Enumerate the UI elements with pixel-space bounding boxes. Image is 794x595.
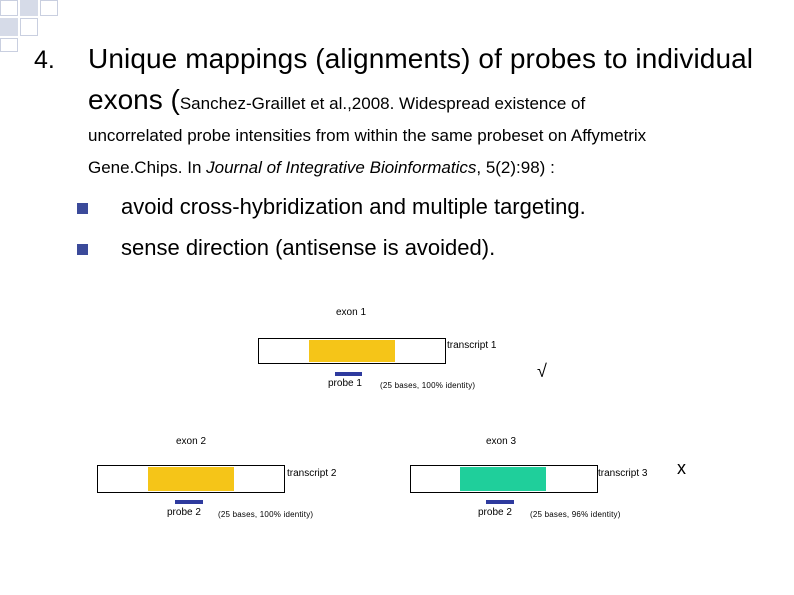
citation-journal-line [88, 158, 555, 178]
corner-square [0, 18, 18, 36]
exon-3-label: exon 3 [486, 436, 517, 447]
probe-2-bar [175, 500, 203, 504]
bullet-text-1: avoid cross-hybridization and multiple targeting. [121, 194, 586, 219]
probe-2-note-alt: (25 bases, 96% identity) [530, 510, 621, 519]
title-line-2-large: exons ( [88, 84, 180, 115]
transcript-3-label: transcript 3 [598, 468, 648, 479]
probe-1-bar [335, 372, 362, 376]
title-line-2 [88, 84, 585, 116]
corner-square [20, 18, 38, 36]
title-line-1: Unique mappings (alignments) of probes to individual [88, 43, 754, 74]
bullet-text-2: sense direction (antisense is avoided). [121, 235, 496, 260]
bullet-icon [77, 203, 88, 214]
exon-1-segment [309, 340, 395, 362]
check-mark: √ [537, 361, 547, 381]
transcript-2-label: transcript 2 [287, 468, 337, 479]
corner-square [0, 38, 18, 52]
transcript-3-box [410, 465, 598, 493]
probe-1-note: (25 bases, 100% identity) [380, 381, 476, 390]
citation-suffix: , 5(2):98) : [476, 158, 555, 177]
citation-start: Sanchez-Graillet et al.,2008. Widespread existence of [179, 94, 586, 113]
probe-1-label: probe 1 [328, 378, 362, 389]
probe-2-note: (25 bases, 100% identity) [218, 510, 314, 519]
corner-square [40, 0, 58, 16]
item-number: 4. [34, 46, 55, 74]
bullet-icon [77, 244, 88, 255]
corner-square [20, 0, 38, 16]
corner-square [0, 0, 18, 16]
journal-name: Journal of Integrative Bioinformatics [206, 158, 477, 177]
transcript-1-box [258, 338, 446, 364]
probe-2-bar-alt [486, 500, 514, 504]
citation-prefix: Gene.Chips. In [88, 158, 207, 177]
cross-mark: x [677, 458, 686, 478]
transcript-1-label: transcript 1 [447, 340, 497, 351]
exon-3-segment [460, 467, 546, 491]
probe-2-label: probe 2 [167, 507, 201, 518]
citation-line: uncorrelated probe intensities from within the same probeset on Affymetrix [88, 126, 647, 145]
exon-1-label: exon 1 [336, 307, 367, 318]
exon-2-label: exon 2 [176, 436, 207, 447]
exon-2-segment [148, 467, 234, 491]
probe-2-label-alt: probe 2 [478, 507, 512, 518]
transcript-2-box [97, 465, 285, 493]
